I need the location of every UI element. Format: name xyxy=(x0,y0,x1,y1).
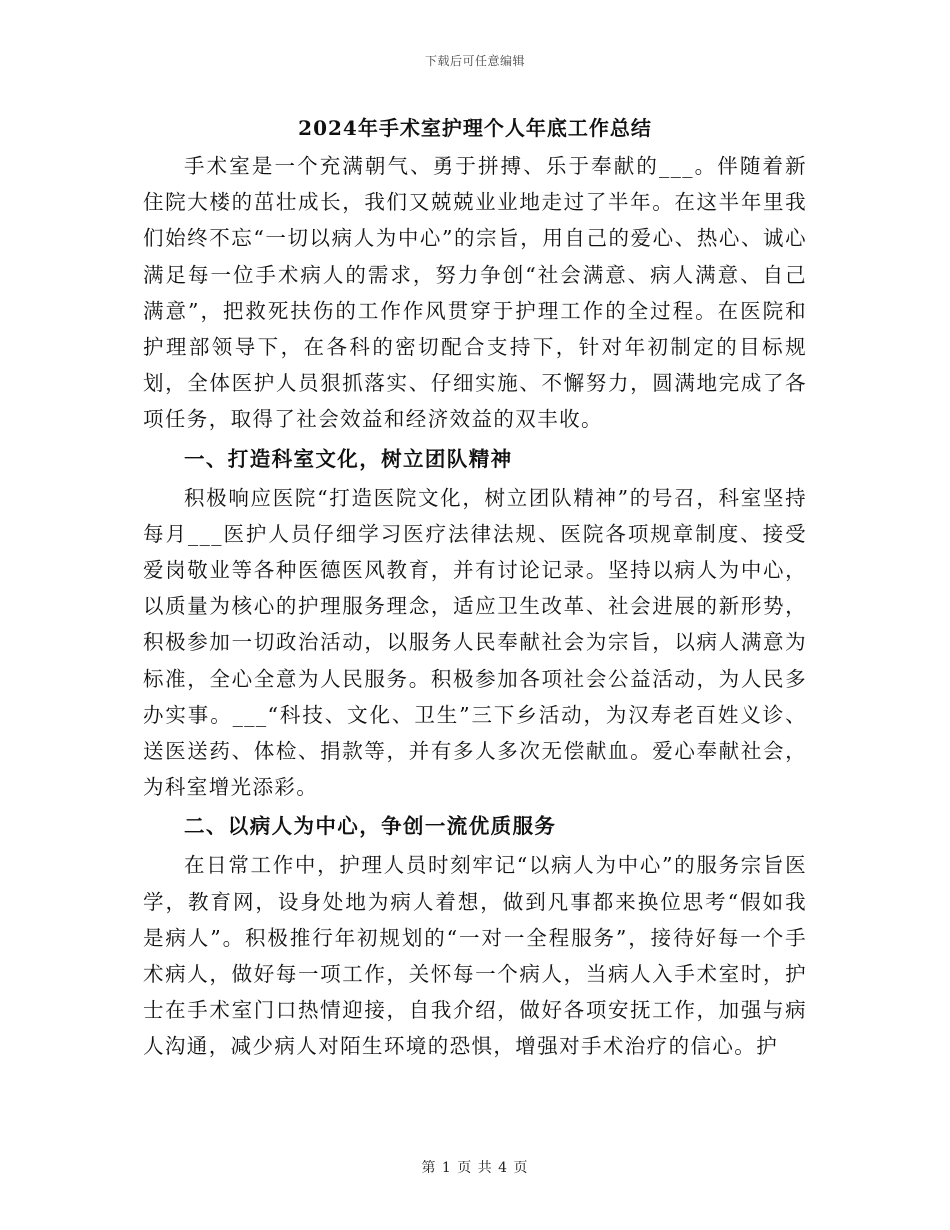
document-body xyxy=(143,108,807,1065)
section-1-heading: 一、打造科室文化，树立团队精神 xyxy=(184,446,513,471)
document-title: 2024年手术室护理个人年底工作总结 xyxy=(298,116,652,140)
page-number-footer: 第 1 页 共 4 页 xyxy=(421,1160,529,1176)
section-1-paragraph: 积极响应医院“打造医院文化，树立团队精神”的号召，科室坚持每月___医护人员仔细学习医疗法律法规、医院各项规章制度、接受爱岗敬业等各种医德医风教育，并有讨论记录。坚持以病人为中心，以质量为核心的护理服务理念，适应卫生改革、社会进展的新形势，积极参加一切政治活动，以服务人民奉献社会为宗旨，以病人满意为标准，全心全意为人民服务。积极参加各项社会公益活动，为人民多办实事。___“科技、文化、卫生”三下乡活动，为汉寿老百姓义诊、送医送药、体检、捐款等，并有多人多次无偿献血。爱心奉献社会，为科室增光添彩。 xyxy=(143,485,807,800)
section-2-paragraph: 在日常工作中，护理人员时刻牢记“以病人为中心”的服务宗旨医学，教育网，设身处地为病人着想，做到凡事都来换位思考“假如我是病人”。积极推行年初规划的“一对一全程服务”，接待好每一个手术病人，做好每一项工作，关怀每一个病人，当病人入手术室时，护士在手术室门口热情迎接，自我介绍，做好各项安抚工作，加强与病人沟通，减少病人对陌生环境的恐惧，增强对手术治疗的信心。护 xyxy=(143,853,807,1059)
header-note: 下载后可任意编辑 xyxy=(424,54,525,68)
intro-paragraph: 手术室是一个充满朝气、勇于拼搏、乐于奉献的___。伴随着新住院大楼的茁壮成长，我们又兢兢业业地走过了半年。在这半年里我们始终不忘“一切以病人为中心”的宗旨，用自己的爱心、热心、诚心满足每一位手术病人的需求，努力争创“社会满意、病人满意、自己满意”，把救死扶伤的工作作风贯穿于护理工作的全过程。在医院和护理部领导下，在各科的密切配合支持下，针对年初制定的目标规划，全体医护人员狠抓落实、仔细实施、不懈努力，圆满地完成了各项任务，取得了社会效益和经济效益的双丰收。 xyxy=(143,154,807,432)
section-2-heading: 二、以病人为中心，争创一流优质服务 xyxy=(184,814,557,839)
